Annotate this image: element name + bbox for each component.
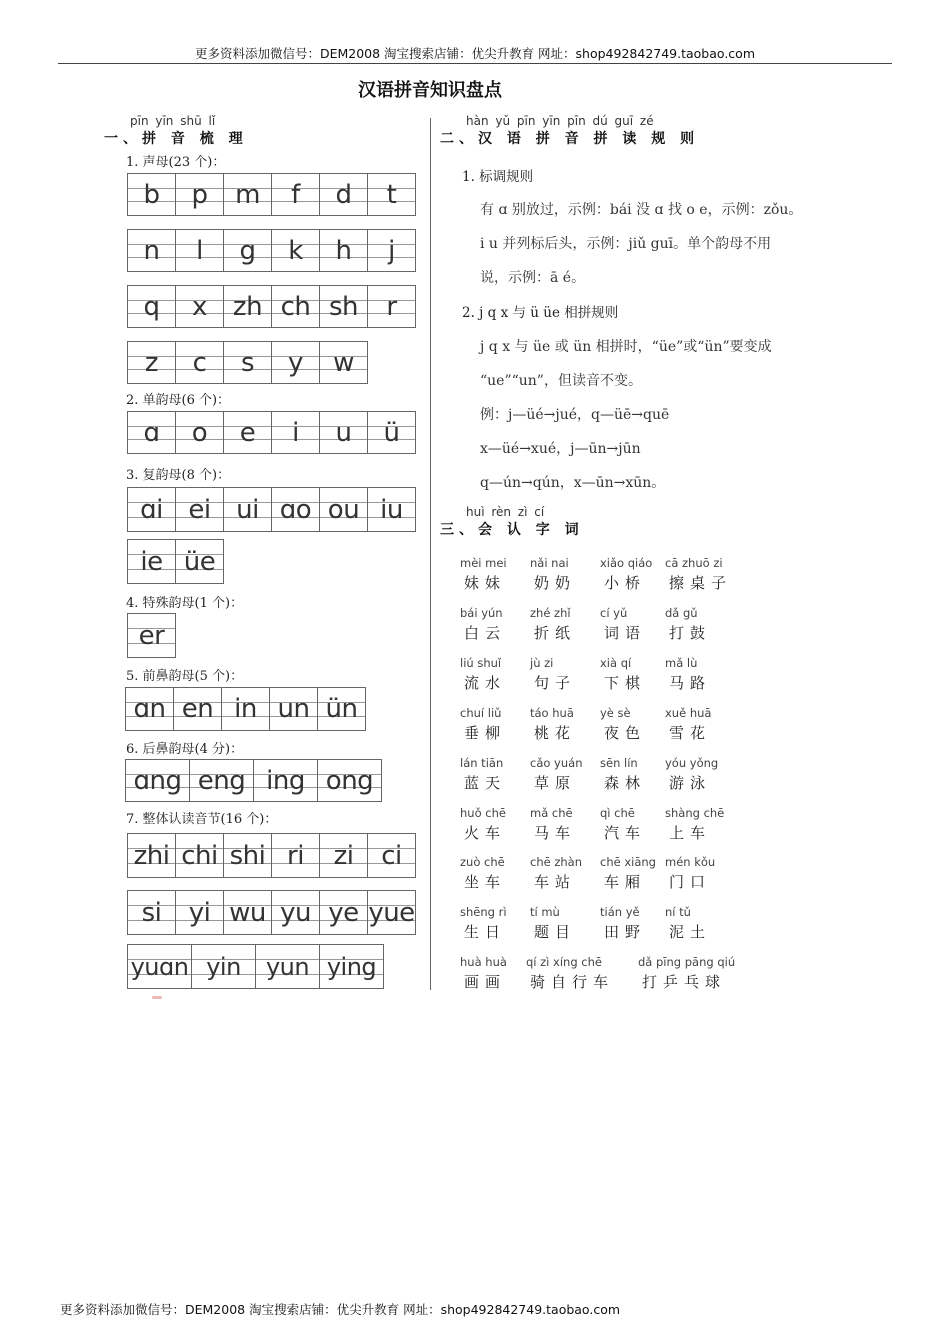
word-hanzi: 生日 — [464, 923, 507, 941]
pinyin-cell — [368, 488, 416, 532]
word-hanzi: 白云 — [464, 624, 507, 642]
pinyin-cell — [128, 540, 176, 584]
rule2-line1: j q x 与 üe 或 ün 相拼时，“üe”或“ün”要变成 — [480, 339, 772, 355]
pinyin-cell-text: ci — [381, 840, 402, 871]
rule1-line2: i u 并列标后头，示例：jiǔ guī。单个韵母不用 — [480, 236, 772, 252]
pinyin-cell-text: er — [138, 620, 165, 651]
pinyin-cell-text: eng — [197, 765, 246, 796]
pinyin-cell — [368, 230, 416, 272]
pinyin-cell — [320, 342, 368, 384]
pinyin-cell-text: ɑng — [133, 765, 182, 796]
pinyin-cell — [320, 412, 368, 454]
pinyin-cell — [224, 488, 272, 532]
word-pinyin: cǎo yuán — [530, 756, 583, 770]
pinyin-cell — [128, 488, 176, 532]
houbi-grid — [125, 759, 382, 802]
pinyin-cell-text: k — [288, 235, 303, 266]
word-item — [526, 955, 615, 992]
pinyin-cell-text: chi — [181, 840, 218, 871]
word-pinyin: yè sè — [600, 706, 631, 720]
pinyin-cell-text: c — [192, 347, 207, 378]
teshu-grid — [127, 613, 176, 658]
pinyin-cell-text: ün — [325, 694, 358, 724]
zhengti-grid-row1 — [127, 833, 416, 878]
word-hanzi: 下棋 — [604, 674, 647, 692]
section1-heading-block — [104, 114, 248, 148]
pinyin-cell-text: u — [335, 417, 352, 448]
pinyin-cell — [126, 760, 190, 802]
word-hanzi: 夜色 — [604, 724, 647, 742]
word-hanzi: 擦桌子 — [669, 574, 733, 592]
word-hanzi: 草原 — [534, 774, 577, 792]
pinyin-cell-text: ü — [383, 417, 400, 448]
word-pinyin: zuò chē — [460, 855, 505, 869]
pinyin-cell-text: yin — [206, 952, 241, 981]
word-item — [665, 656, 747, 693]
shengmu-grid-row2 — [127, 229, 416, 272]
pinyin-cell-text: yu — [280, 897, 311, 928]
pinyin-cell — [128, 834, 176, 878]
rule2-line5: q—ún→qún，x—ūn→xūn。 — [480, 475, 666, 491]
pinyin-cell-text: iu — [380, 494, 403, 525]
word-pinyin: mǎ lù — [665, 656, 698, 670]
pinyin-cell — [272, 412, 320, 454]
pinyin-cell-text: w — [333, 347, 354, 378]
pinyin-cell-text: t — [386, 179, 397, 210]
shengmu-grid-row3 — [127, 285, 416, 328]
qianbi-label: 5. 前鼻韵母(5 个)： — [126, 669, 244, 684]
pinyin-cell — [272, 488, 320, 532]
word-pinyin: sēn lín — [600, 756, 638, 770]
pinyin-cell — [272, 230, 320, 272]
word-hanzi: 桃花 — [534, 724, 577, 742]
pinyin-cell-text: n — [143, 235, 160, 266]
word-pinyin: mǎ chē — [530, 806, 573, 820]
word-pinyin: xuě huā — [665, 706, 712, 720]
pinyin-cell-text: yue — [368, 897, 415, 928]
pinyin-cell-text: f — [291, 179, 300, 210]
pinyin-cell-text: ing — [266, 765, 305, 796]
pinyin-cell-text: d — [335, 179, 352, 210]
word-hanzi: 汽车 — [604, 824, 647, 842]
pinyin-cell — [176, 488, 224, 532]
word-pinyin: huǒ chē — [460, 806, 506, 820]
word-hanzi: 打鼓 — [669, 624, 712, 642]
pinyin-cell — [256, 945, 320, 989]
word-hanzi: 题目 — [534, 923, 577, 941]
pinyin-cell-text: r — [386, 291, 397, 322]
section1-pinyin: pīn yīn shū lǐ — [130, 114, 216, 128]
rule1-line3: 说，示例：ā é。 — [480, 270, 586, 286]
pinyin-cell — [320, 230, 368, 272]
pinyin-cell-text: yi — [188, 897, 211, 928]
pinyin-cell-text: q — [143, 291, 160, 322]
pinyin-cell — [192, 945, 256, 989]
pinyin-cell — [128, 945, 192, 989]
zhengti-grid-row2 — [127, 890, 416, 935]
pinyin-cell-text: j — [388, 235, 395, 266]
word-hanzi: 小桥 — [604, 574, 647, 592]
pinyin-cell — [222, 688, 270, 731]
pinyin-cell-text: en — [181, 694, 214, 724]
word-hanzi: 上车 — [669, 824, 712, 842]
pinyin-cell — [176, 834, 224, 878]
pinyin-cell-text: l — [196, 235, 203, 266]
pinyin-cell-text: ɑi — [140, 494, 163, 525]
pinyin-cell-text: ou — [327, 494, 360, 525]
pinyin-cell — [320, 834, 368, 878]
word-hanzi: 词语 — [604, 624, 647, 642]
word-pinyin: cí yǔ — [600, 606, 628, 620]
pinyin-cell-text: i — [292, 417, 299, 448]
pinyin-cell — [224, 891, 272, 935]
pinyin-cell — [318, 760, 382, 802]
pinyin-cell-text: sh — [328, 291, 359, 322]
danyunmu-label: 2. 单韵母(6 个)： — [126, 393, 231, 408]
pinyin-cell — [272, 286, 320, 328]
rule2-line4: x—üé→xué，j—ūn→jūn — [480, 441, 641, 457]
pinyin-cell — [224, 412, 272, 454]
word-hanzi: 马路 — [669, 674, 712, 692]
pinyin-cell-text: üe — [183, 546, 216, 577]
pinyin-cell-text: zhi — [133, 840, 170, 871]
pinyin-cell-text: o — [191, 417, 208, 448]
pinyin-cell-text: un — [277, 694, 310, 724]
word-pinyin: tián yě — [600, 905, 640, 919]
danyunmu-grid — [127, 411, 416, 454]
pinyin-cell — [368, 174, 416, 216]
word-pinyin: lán tiān — [460, 756, 504, 770]
word-pinyin: qí zì xíng chē — [526, 955, 602, 969]
pinyin-cell-text: ɑn — [133, 694, 166, 724]
pinyin-cell — [272, 174, 320, 216]
word-hanzi: 田野 — [604, 923, 647, 941]
pinyin-cell-text: x — [192, 291, 207, 322]
word-hanzi: 妹妹 — [464, 574, 507, 592]
pinyin-cell-text: ie — [140, 546, 163, 577]
column-divider — [430, 118, 431, 990]
word-hanzi: 坐车 — [464, 873, 507, 891]
pinyin-cell — [128, 174, 176, 216]
word-hanzi: 雪花 — [669, 724, 712, 742]
pinyin-cell — [254, 760, 318, 802]
pinyin-cell-text: ye — [328, 897, 359, 928]
pinyin-cell — [320, 945, 384, 989]
word-pinyin: zhé zhǐ — [530, 606, 571, 620]
word-pinyin: qì chē — [600, 806, 635, 820]
pinyin-cell-text: si — [141, 897, 162, 928]
pinyin-cell-text: ei — [188, 494, 211, 525]
shengmu-grid-row4 — [127, 341, 368, 384]
word-pinyin: tí mù — [530, 905, 560, 919]
word-hanzi: 蓝天 — [464, 774, 507, 792]
word-pinyin: dǎ gǔ — [665, 606, 698, 620]
pinyin-cell — [320, 174, 368, 216]
pinyin-cell — [368, 412, 416, 454]
pinyin-cell — [176, 891, 224, 935]
pinyin-cell — [224, 174, 272, 216]
pinyin-cell-text: m — [235, 179, 260, 210]
word-item — [665, 556, 747, 593]
pinyin-cell-text: zh — [232, 291, 263, 322]
section1-heading: 一、拼 音 梳 理 — [104, 131, 248, 147]
pinyin-cell — [368, 286, 416, 328]
pinyin-cell — [320, 488, 368, 532]
pinyin-cell — [176, 540, 224, 584]
word-pinyin: bái yún — [460, 606, 503, 620]
pinyin-cell-text: ɑ — [143, 417, 160, 448]
pinyin-cell-text: p — [191, 179, 208, 210]
rule1-line1: 有 ɑ 别放过，示例：bái 没 ɑ 找 o e，示例：zǒu。 — [480, 202, 803, 218]
pinyin-cell — [176, 412, 224, 454]
page-header: 更多资料添加微信号：DEM2008 淘宝搜索店铺：优尖升教育 网址：shop492842749.taobao.com — [194, 46, 756, 61]
pinyin-cell-text: zi — [333, 840, 354, 871]
word-item — [665, 855, 747, 892]
pinyin-cell — [320, 891, 368, 935]
pinyin-cell — [272, 342, 320, 384]
word-item — [665, 905, 747, 942]
pink-mark — [152, 996, 162, 999]
rule2-line3: 例：j—üé→jué，q—üē→quē — [480, 407, 670, 423]
section3-pinyin: huì rèn zì cí — [466, 505, 545, 519]
word-pinyin: chē xiāng — [600, 855, 656, 869]
pinyin-cell — [320, 286, 368, 328]
word-item — [665, 706, 747, 743]
pinyin-cell — [128, 230, 176, 272]
word-hanzi: 车站 — [534, 873, 577, 891]
pinyin-cell — [176, 230, 224, 272]
word-pinyin: táo huā — [530, 706, 574, 720]
word-pinyin: ní tǔ — [665, 905, 691, 919]
pinyin-cell-text: y — [288, 347, 303, 378]
page-title: 汉语拼音知识盘点 — [358, 80, 502, 101]
pinyin-cell — [128, 614, 176, 658]
pinyin-cell-text: z — [144, 347, 159, 378]
shengmu-label: 1. 声母(23 个)： — [126, 155, 226, 170]
pinyin-cell-text: b — [143, 179, 160, 210]
word-hanzi: 骑自行车 — [530, 973, 615, 991]
pinyin-cell-text: ying — [326, 952, 377, 981]
word-pinyin: xiǎo qiáo — [600, 556, 653, 570]
pinyin-cell — [126, 688, 174, 731]
header-divider — [58, 63, 892, 64]
word-hanzi: 火车 — [464, 824, 507, 842]
pinyin-cell — [224, 342, 272, 384]
section2-pinyin: hàn yǔ pīn yīn pīn dú guī zé — [466, 114, 654, 128]
rule2-label: 2. j q x 与 ü üe 相拼规则 — [462, 305, 619, 321]
pinyin-cell — [174, 688, 222, 731]
pinyin-cell — [128, 412, 176, 454]
word-pinyin: shēng rì — [460, 905, 507, 919]
pinyin-cell — [272, 834, 320, 878]
word-hanzi: 车厢 — [604, 873, 647, 891]
word-pinyin: cā zhuō zi — [665, 556, 723, 570]
word-hanzi: 流水 — [464, 674, 507, 692]
word-pinyin: chuí liǔ — [460, 706, 502, 720]
pinyin-cell — [176, 174, 224, 216]
word-hanzi: 垂柳 — [464, 724, 507, 742]
fuyunmu-grid-row2 — [127, 539, 224, 584]
pinyin-cell — [176, 286, 224, 328]
pinyin-cell — [224, 286, 272, 328]
pinyin-cell-text: shi — [229, 840, 266, 871]
word-hanzi: 奶奶 — [534, 574, 577, 592]
word-hanzi: 门口 — [669, 873, 712, 891]
pinyin-cell — [272, 891, 320, 935]
pinyin-cell-text: yuɑn — [130, 952, 189, 981]
pinyin-cell — [224, 834, 272, 878]
word-pinyin: dǎ pīng pāng qiú — [638, 955, 736, 969]
pinyin-cell — [190, 760, 254, 802]
section2-heading: 二、汉 语 拼 音 拼 读 规 则 — [440, 131, 700, 147]
pinyin-cell-text: ch — [280, 291, 311, 322]
word-pinyin: mèi mei — [460, 556, 507, 570]
pinyin-cell — [176, 342, 224, 384]
word-hanzi: 马车 — [534, 824, 577, 842]
word-pinyin: shàng chē — [665, 806, 725, 820]
word-pinyin: xià qí — [600, 656, 632, 670]
section2-heading-block — [440, 114, 699, 148]
pinyin-cell — [318, 688, 366, 731]
fuyunmu-grid-row1 — [127, 487, 416, 532]
pinyin-cell — [128, 342, 176, 384]
word-hanzi: 泥土 — [669, 923, 712, 941]
word-pinyin: liú shuǐ — [460, 656, 502, 670]
word-pinyin: yóu yǒng — [665, 756, 719, 770]
zhengti-grid-row3 — [127, 944, 384, 989]
word-item — [638, 955, 736, 992]
rule2-line2: “ue”“un”，但读音不变。 — [480, 373, 642, 389]
word-hanzi: 游泳 — [669, 774, 712, 792]
pinyin-cell-text: e — [239, 417, 256, 448]
word-pinyin: jù zi — [530, 656, 554, 670]
word-pinyin: chē zhàn — [530, 855, 583, 869]
pinyin-cell-text: ri — [287, 840, 304, 871]
shengmu-grid-row1 — [127, 173, 416, 216]
fuyunmu-label: 3. 复韵母(8 个)： — [126, 468, 231, 483]
section3-heading: 三、会 认 字 词 — [440, 522, 584, 538]
houbi-label: 6. 后鼻韵母(4 分)： — [126, 742, 244, 757]
word-item — [665, 756, 747, 793]
page-footer: 更多资料添加微信号：DEM2008 淘宝搜索店铺：优尖升教育 网址：shop492842749.taobao.com — [60, 1302, 621, 1317]
pinyin-cell-text: in — [234, 694, 257, 724]
pinyin-cell — [368, 834, 416, 878]
rule1-label: 1. 标调规则 — [462, 169, 534, 185]
zhengti-label: 7. 整体认读音节(16 个)： — [126, 812, 278, 827]
word-item — [665, 606, 747, 643]
qianbi-grid — [125, 687, 366, 731]
word-hanzi: 折纸 — [534, 624, 577, 642]
pinyin-cell-text: ui — [236, 494, 259, 525]
word-pinyin: mén kǒu — [665, 855, 716, 869]
teshu-label: 4. 特殊韵母(1 个)： — [126, 596, 244, 611]
pinyin-cell-text: g — [239, 235, 256, 266]
word-item — [665, 806, 747, 843]
pinyin-cell — [368, 891, 416, 935]
pinyin-cell — [270, 688, 318, 731]
pinyin-cell — [224, 230, 272, 272]
section3-heading-block — [440, 505, 584, 539]
pinyin-cell-text: s — [240, 347, 255, 378]
pinyin-cell-text: ɑo — [279, 494, 312, 525]
pinyin-cell — [128, 286, 176, 328]
word-hanzi: 句子 — [534, 674, 577, 692]
pinyin-cell-text: yun — [265, 952, 310, 981]
word-hanzi: 森林 — [604, 774, 647, 792]
pinyin-cell — [128, 891, 176, 935]
word-pinyin: nǎi nai — [530, 556, 569, 570]
word-hanzi: 画画 — [464, 973, 507, 991]
word-pinyin: huà huà — [460, 955, 507, 969]
pinyin-cell-text: h — [335, 235, 352, 266]
word-hanzi: 打乒乓球 — [642, 973, 727, 991]
pinyin-cell-text: ong — [325, 765, 374, 796]
pinyin-cell-text: wu — [229, 897, 266, 928]
